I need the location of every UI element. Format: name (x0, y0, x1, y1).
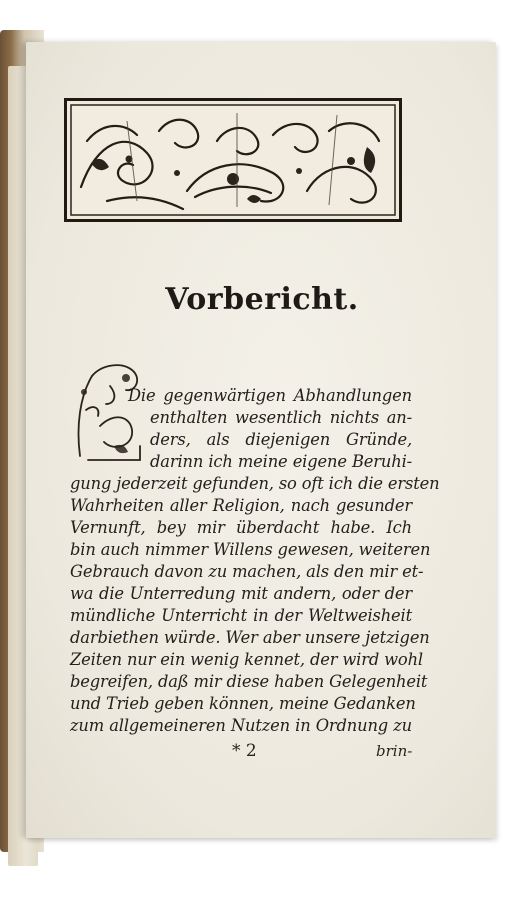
text-line-9: Gebrauch davon zu machen, als den mir et- (70, 562, 424, 581)
text-line-14: begreifen, daß mir diese haben Gelegenheit (70, 672, 428, 691)
text-line-3: ders, als diejenigen Gründe, (150, 430, 412, 449)
text-line-8: bin auch nimmer Willens gewesen, weiteren (70, 540, 431, 559)
text-line-7: Vernunft, bey mir überdacht habe. Ich (70, 518, 412, 537)
text-line-11: mündliche Unterricht in der Weltweisheit (70, 606, 412, 625)
decorated-initial-icon (70, 356, 148, 466)
ornamental-headpiece (64, 98, 402, 222)
text-line-16: zum allgemeineren Nutzen in Ordnung zu (70, 716, 412, 735)
text-line-4: darinn ich meine eigene Beruhi- (150, 452, 412, 471)
text-line-5: gung jederzeit gefunden, so oft ich die ersten (70, 474, 440, 493)
text-line-12: darbiethen würde. Wer aber unsere jetzigen (70, 628, 430, 647)
page-heading: Vorbericht. (165, 282, 359, 317)
headpiece-ornament-icon (67, 101, 399, 219)
text-line-6: Wahrheiten aller Religion, nach gesunder (70, 496, 412, 515)
signature-mark: * 2 (232, 741, 257, 761)
decorated-initial-d (70, 356, 148, 466)
text-line-13: Zeiten nur ein wenig kennet, der wird wohl (70, 650, 423, 669)
text-line-10: wa die Unterredung mit andern, oder der (70, 584, 412, 603)
text-line-2: enthalten wesentlich nichts an- (150, 408, 412, 427)
catchword: brin- (376, 742, 413, 760)
text-line-15: und Trieb geben können, meine Gedanken (70, 694, 416, 713)
text-line-1: Die gegenwärtigen Abhandlungen (128, 386, 412, 405)
